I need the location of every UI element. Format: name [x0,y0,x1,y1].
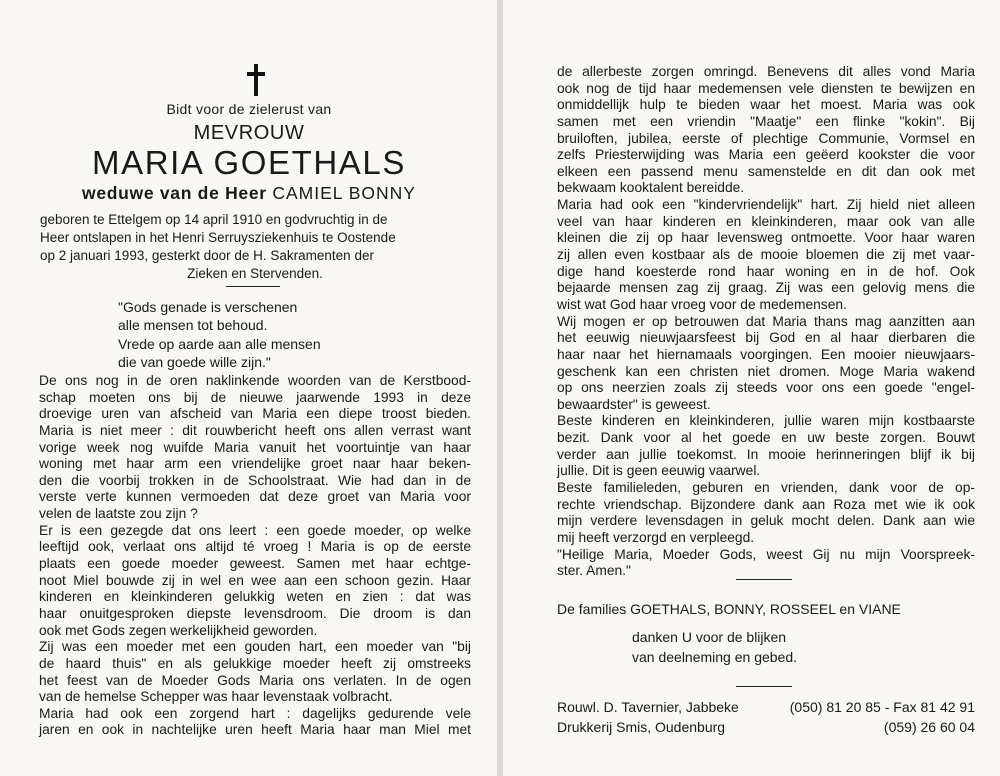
text-line: ster. Amen." [557,563,631,579]
spouse-name: CAMIEL BONNY [272,183,416,203]
text-line: Wij mogen er op betrouwen dat Maria thans mag aanzitten aan [557,313,975,329]
cross-icon [245,64,267,96]
text-line: Zij was een moeder met een gouden hart, een moeder van "bij [39,639,471,655]
text-line: ook met Gods zegen werkelijkheid geworden. [39,622,318,638]
text-line: zelfs Priesterwijding was Maria een geëerd kookster die voor [557,147,975,163]
text-line: "Heilige Maria, Moeder Gods, weest Gij nu mijn Voorspreek- [557,546,975,562]
text-line: den die voorbij trokken in de Schoolstraat. Wie had dan in de [39,472,471,488]
deceased-name: MARIA GOETHALS [92,144,406,181]
text-line: schap moeten ons bij de nieuwe jaarwende 1993 in deze [39,389,471,405]
text-line: haar onuitgesproken diepste levensdroom. Die droom is dan [39,605,471,621]
text-line: noot Miel bouwde zij in wel en wee aan een schoon gezin. Haar [39,572,471,588]
credit-name: Drukkerij Smis, Oudenburg [557,719,726,735]
biography [40,211,470,283]
text-line: bekwaam kooktalent bereidde. [557,180,745,196]
text-line: wist wat God haar vroeg voor de medemensen. [557,296,847,312]
memorial-text-right [557,64,975,580]
families-line: De families GOETHALS, BONNY, ROSSEEL en VIANE [557,601,901,617]
text-line: woning met haar arm een vriendelijke groet naar haar beken- [39,456,471,472]
text-line: Maria had ook een zorgend hart : dagelijks gedurende vele [39,705,471,721]
text-line: dige hand koesterde rond haar woning en in de hof. Ook [557,263,975,279]
divider [226,286,280,287]
text-line: leeftijd ook, verlaat ons altijd té vroeg ! Maria is op de eerste [39,539,471,555]
text-line: de allerbeste zorgen omringd. Benevens dit alles vond Maria [557,64,975,79]
honorific-title: MEVROUW [193,122,305,144]
poem-line: alle mensen tot behoud. [118,317,268,334]
text-line: Beste familieleden, geburen en vrienden, dank voor de op- [557,480,975,496]
credit-phone: (050) 81 20 85 - Fax 81 42 91 [789,699,975,715]
text-line: bejaarde mensen zag zij graag. Zij was een gelovig mens die [557,280,975,296]
text-line: onmiddellijk hulp te bieden waar het moest. Maria was ook [557,97,975,113]
text-line: haar naar het hiernamaals voorgingen. Een mooier nieuwjaars- [557,346,975,362]
text-line: bruiloften, jubilea, eerste of plechtige Communie, Vormsel en [557,130,975,146]
bio-line: op 2 januari 1993, gesterkt door de H. Sakramenten der [40,248,374,263]
memorial-text-left [39,373,471,739]
widow-line [0,183,498,204]
widow-prefix: weduwe van de Heer [82,183,267,203]
text-line: Maria had ook een "kindervriendelijk" hart. Zij hield niet alleen [557,197,975,213]
credit-row [557,717,975,737]
left-page [0,0,498,776]
text-line: jaren en ook in nachtelijke uren heeft Maria haar man Miel met [39,722,471,738]
credit-row [557,697,975,717]
bio-line: Heer ontslapen in het Henri Serruysziekenhuis te Oostende [40,230,396,245]
credits [557,697,975,737]
credit-phone: (059) 26 60 04 [883,719,975,735]
divider [736,686,792,687]
bio-line: geboren te Ettelgem op 14 april 1910 en godvruchtig in de [40,212,388,227]
text-line: vorige week nog wuifde Maria vanuit het voortuintje van haar [39,439,471,455]
text-line: het feest van de Moeder Gods Maria ons verlaten. In de ogen [39,672,471,688]
divider [736,579,792,580]
text-line: Maria is niet meer : dit rouwbericht heeft ons allen verrast want [39,422,471,438]
text-line: plaats een goede moeder geweest. Samen met haar echtge- [39,556,471,572]
text-line: kinderen en kleinkinderen gelukkig weten en zien : dat was [39,589,471,605]
text-line: mij heeft verzorgd en verpleegd. [557,529,755,545]
text-line: zij allen even kostbaar als de mooie bloemen die zij met vaar- [557,247,975,263]
text-line: het eeuwig nieuwjaarsfeest bij God en al haar dierbaren die [557,330,975,346]
poem-line: die van goede wille zijn." [118,353,271,370]
text-line: bezit. Dank voor al het goede en uw beste zorgen. Bouwt [557,430,975,446]
text-line: bewaardster" is geweest. [557,396,711,412]
text-line: elkeen een passend menu samenstelde en dit dan ook met [557,163,975,179]
text-line: geschenk kan een christen niet dromen. Moge Maria wakend [557,363,975,379]
text-line: mijn verdere levensdagen in geluk mocht delen. Dank aan wie [557,513,975,529]
thanks-line: van deelneming en gebed. [632,649,798,665]
text-line: jullie. Dit is geen eeuwig vaarwel. [557,463,761,479]
text-line: velen de laatste zou zijn ? [39,506,198,522]
text-line: ook nog de tijd haar medemensen vele diensten te bewijzen en [557,80,975,96]
text-line: de haard thuis" en als gelukkige moeder heeft zij omstreeks [39,655,471,671]
thanks-line: danken U voor de blijken [632,629,787,645]
intro-text: Bidt voor de zielerust van [166,101,332,117]
text-line: veel van haar kinderen en kleinkinderen, maar ook van alle [557,213,975,229]
text-line: De ons nog in de oren naklinkende woorden van de Kerstbood- [39,373,471,388]
credit-name: Rouwl. D. Tavernier, Jabbeke [557,699,739,715]
text-line: Beste kinderen en kleinkinderen, jullie waren mijn kostbaarste [557,413,975,429]
poem [118,298,418,371]
text-line: Er is een gezegde dat ons leert : een goede moeder, op welke [39,522,471,538]
poem-line: Vrede op aarde aan alle mensen [118,335,321,352]
thanks-text [632,627,797,667]
text-line: kleinen die zij op haar levensweg ontmoette. Voor haar waren [557,230,975,246]
text-line: verste verte kunnen vermoeden dat deze groet van Maria voor [39,489,471,505]
text-line: verder aan jullie toekomst. In mooie herinneringen blijf ik bij [557,446,975,462]
poem-line: "Gods genade is verschenen [118,299,298,315]
text-line: op ons neerzien zoals zij steeds voor ons een goede "engel- [557,380,975,396]
bio-line: Zieken en Stervenden. [187,266,323,281]
text-line: droevige uren van afscheid van Maria een diepe troost bieden. [39,406,471,422]
text-line: rechte vriendschap. Bijzondere dank aan Roza met wie ik ook [557,496,975,512]
text-line: samen met een vriendin "Maatje" een flinke "kokin". Bij [557,113,975,129]
text-line: van de hemelse Schepper was haar levenstaak volbracht. [39,689,393,705]
